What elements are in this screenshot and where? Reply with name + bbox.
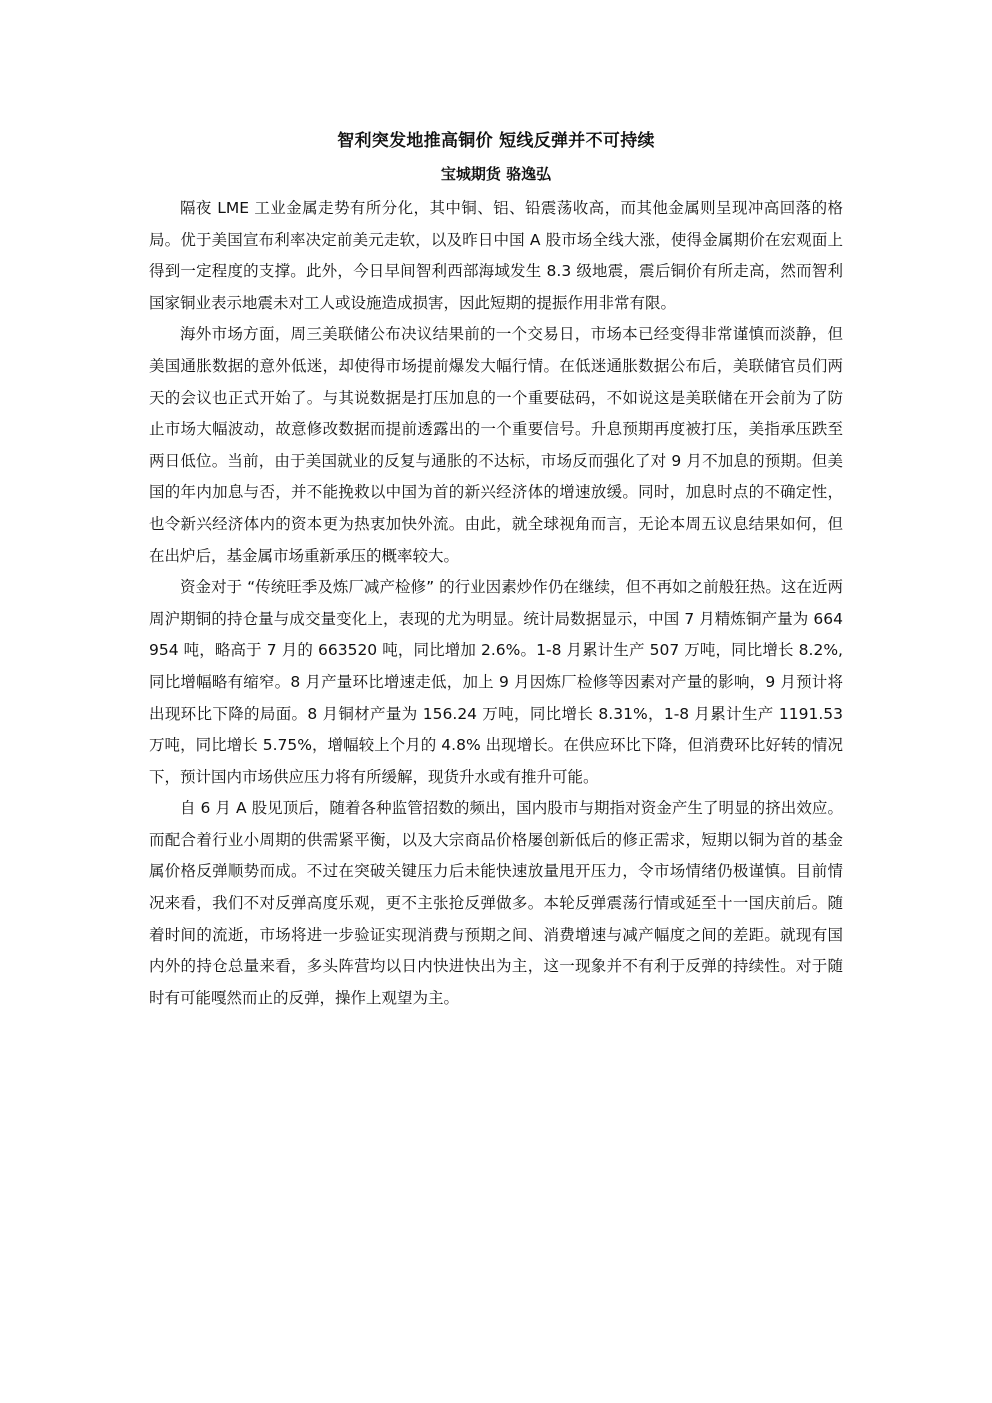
document-title: 智利突发地推高铜价 短线反弹并不可持续 <box>337 131 655 151</box>
paragraph-fundamentals: 资金对于 “传统旺季及炼厂减产检修” 的行业因素炒作仍在继续，但不再如之前般狂热。这在近两周沪期铜的持仓量与成交量变化上，表现的尤为明显。统计局数据显示，中国 7 月精炼铜产量为 664954 吨，略高于 7 月的 663520 吨，同比增加 2.6%。1-8 月累计生产 507 万吨，同比增长 8.2%,同比增幅略有缩窄。8 月产量环比增速走低，加上 9 月因炼厂检修等因素对产量的影响，9 月预计将出现环比下降的局面。8 月铜材产量为 156.24 万吨，同比增长 8.31%，1-8 月累计生产 1191.53 万吨，同比增长 5.75%，增幅较上个月的 4.8% 出现增长。在供应环比下降，但消费环比好转的情况下，预计国内市场供应压力将有所缓解，现货升水或有推升可能。 <box>149 578 843 786</box>
paragraph-overseas-market: 海外市场方面，周三美联储公布决议结果前的一个交易日，市场本已经变得非常谨慎而淡静，但美国通胀数据的意外低迷，却使得市场提前爆发大幅行情。在低迷通胀数据公布后，美联储官员们两天的会议也正式开始了。与其说数据是打压加息的一个重要砝码，不如说这是美联储在开会前为了防止市场大幅波动，故意修改数据而提前透露出的一个重要信号。升息预期再度被打压，美指承压跌至两日低位。当前，由于美国就业的反复与通胀的不达标，市场反而强化了对 9 月不加息的预期。但美国的年内加息与否，并不能挽救以中国为首的新兴经济体的增速放缓。同时，加息时点的不确定性，也令新兴经济体内的资本更为热衷加快外流。由此，就全球视角而言，无论本周五议息结果如何，但在出炉后，基金属市场重新承压的概率较大。 <box>149 325 843 565</box>
document-byline: 宝城期货 骆逸弘 <box>440 165 552 183</box>
document-body <box>149 193 843 1014</box>
paragraph-outlook: 自 6 月 A 股见顶后，随着各种监管招数的频出，国内股市与期指对资金产生了明显的挤出效应。而配合着行业小周期的供需紧平衡，以及大宗商品价格屡创新低后的修正需求，短期以铜为首的基金属价格反弹顺势而成。不过在突破关键压力后未能快速放量甩开压力，令市场情绪仍极谨慎。目前情况来看，我们不对反弹高度乐观，更不主张抢反弹做多。本轮反弹震荡行情或延至十一国庆前后。随着时间的流逝，市场将进一步验证实现消费与预期之间、消费增速与减产幅度之间的差距。就现有国内外的持仓总量来看，多头阵营均以日内快进快出为主，这一现象并不有利于反弹的持续性。对于随时有可能嘎然而止的反弹，操作上观望为主。 <box>149 799 843 1007</box>
paragraph-market-overview: 隔夜 LME 工业金属走势有所分化，其中铜、铝、铅震荡收高，而其他金属则呈现冲高回落的格局。优于美国宣布利率决定前美元走软，以及昨日中国 A 股市场全线大涨，使得金属期价在宏观面上得到一定程度的支撑。此外，今日早间智利西部海域发生 8.3 级地震，震后铜价有所走高，然而智利国家铜业表示地震未对工人或设施造成损害，因此短期的提振作用非常有限。 <box>149 199 843 312</box>
